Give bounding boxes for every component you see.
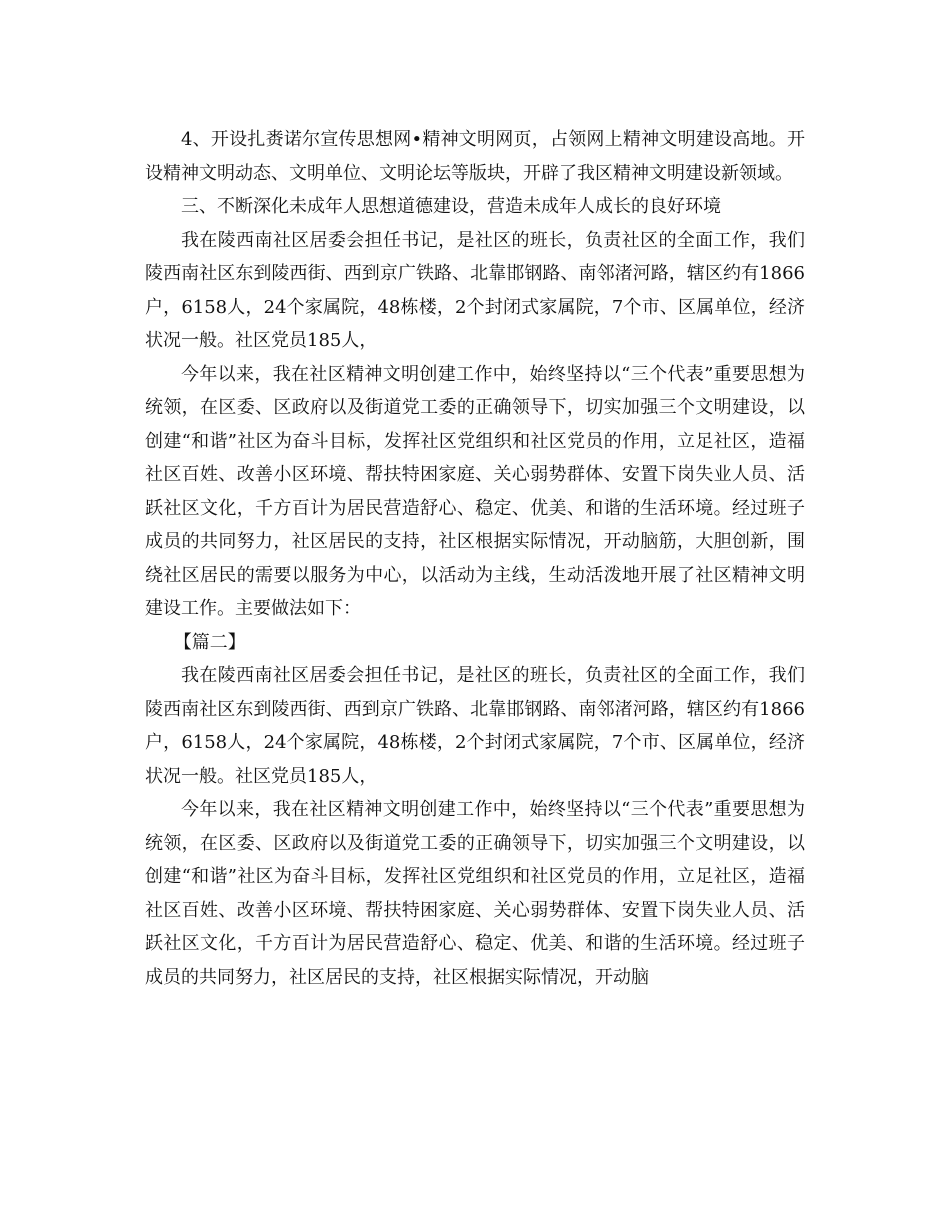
document-body <box>145 123 805 994</box>
paragraph-community-intro-repeat: 我在陵西南社区居委会担任书记，是社区的班长，负责社区的全面工作，我们陵西南社区东到陵西街、西到京广铁路、北靠邯钢路、南邻渚河路，辖区约有1866户，6158人，24个家属院，48栋楼，2个封闭式家属院，7个市、区属单位，经济状况一般。社区党员185人， <box>145 665 805 787</box>
paragraph-work-summary: 今年以来，我在社区精神文明创建工作中，始终坚持以“三个代表”重要思想为统领，在区委、区政府以及街道党工委的正确领导下，切实加强三个文明建设，以创建“和谐”社区为奋斗目标，发挥社区党组织和社区党员的作用，立足社区，造福社区百姓、改善小区环境、帮扶特困家庭、关心弱势群体、安置下岗失业人员、活跃社区文化，千方百计为居民营造舒心、稳定、优美、和谐的生活环境。经过班子成员的共同努力，社区居民的支持，社区根据实际情况，开动脑筋，大胆创新，围绕社区居民的需要以服务为中心，以活动为主线，生动活泼地开展了社区精神文明建设工作。主要做法如下： <box>145 363 805 619</box>
paragraph-work-summary-repeat: 今年以来，我在社区精神文明创建工作中，始终坚持以“三个代表”重要思想为统领，在区委、区政府以及街道党工委的正确领导下，切实加强三个文明建设，以创建“和谐”社区为奋斗目标，发挥社区党组织和社区党员的作用，立足社区，造福社区百姓、改善小区环境、帮扶特困家庭、关心弱势群体、安置下岗失业人员、活跃社区文化，千方百计为居民营造舒心、稳定、优美、和谐的生活环境。经过班子成员的共同努力，社区居民的支持，社区根据实际情况，开动脑 <box>145 799 805 988</box>
paragraph-community-intro: 我在陵西南社区居委会担任书记，是社区的班长，负责社区的全面工作，我们陵西南社区东到陵西街、西到京广铁路、北靠邯钢路、南邻渚河路，辖区约有1866户，6158人，24个家属院，48栋楼，2个封闭式家属院，7个市、区属单位，经济状况一般。社区党员185人， <box>145 229 805 351</box>
section-heading-3: 三、不断深化未成年人思想道德建设，营造未成年人成长的良好环境 <box>181 196 721 217</box>
paragraph-item-4: 4、开设扎赉诺尔宣传思想网•精神文明网页，占领网上精神文明建设高地。开设精神文明动态、文明单位、文明论坛等版块，开辟了我区精神文明建设新领域。 <box>145 129 805 184</box>
section-mark-part-two: 【篇二】 <box>173 631 246 653</box>
